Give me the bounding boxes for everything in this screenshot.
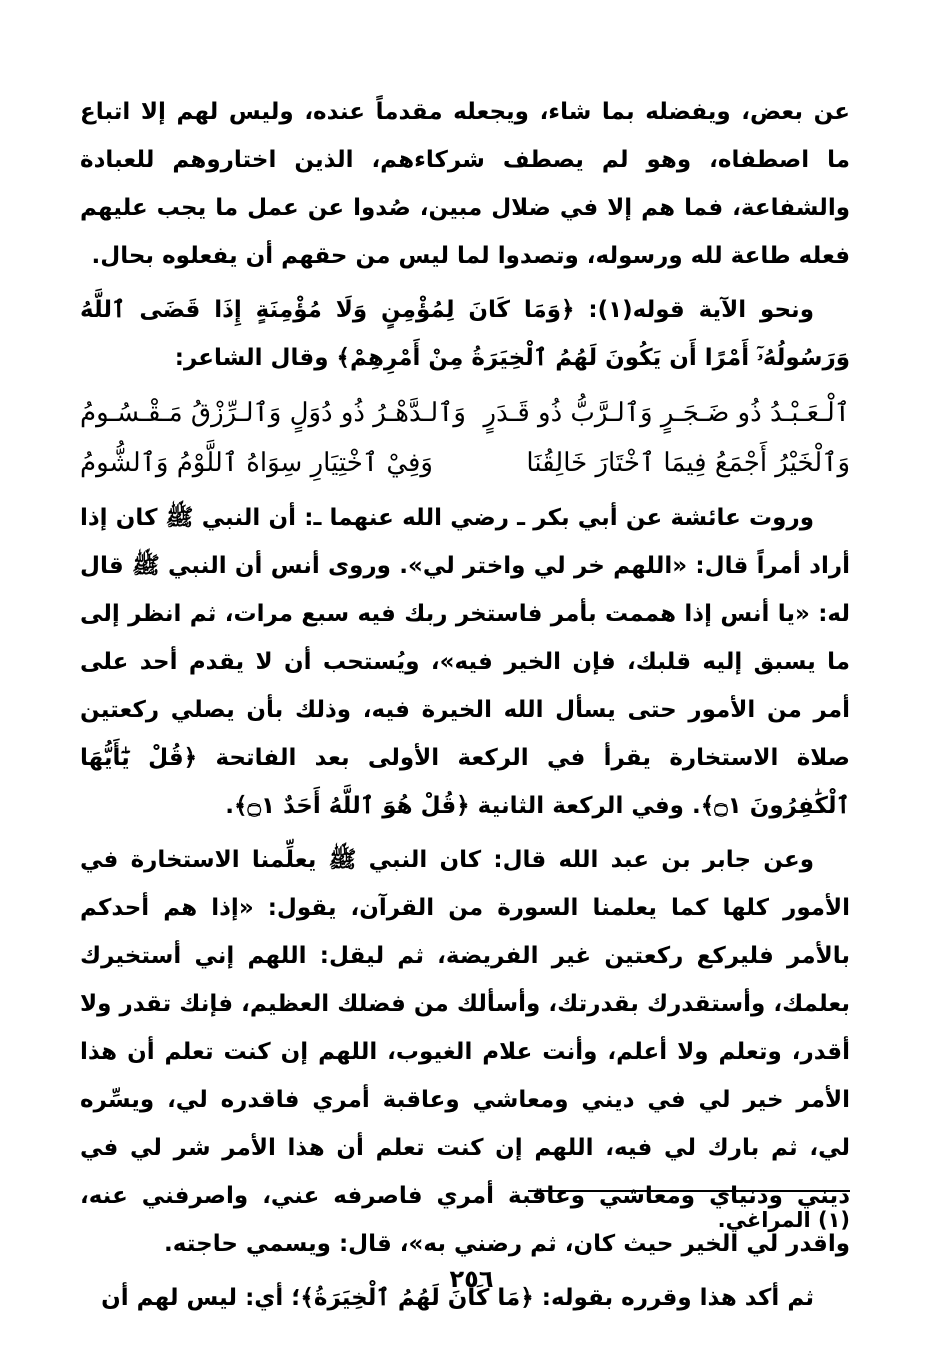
- footnote: (١) المراغي.: [717, 1208, 850, 1232]
- paragraph-5: ثم أكد هذا وقرره بقوله: ﴿مَا كَانَ لَهُمُ ٱلْخِيَرَةُ﴾؛ أي: ليس لهم أن: [101, 1285, 814, 1311]
- paragraph-2: ونحو الآية قوله(١): ﴿وَمَا كَانَ لِمُؤْمِنٍ وَلَا مُؤْمِنَةٍ إِذَا قَضَى ٱللَّهُ وَرَسُولُهُۥٓ أَمْرًا أَن يَكُونَ لَهُمُ ٱلْخِيَرَةُ مِنْ أَمْرِهِمْ﴾ وقال الشاعر:: [80, 297, 850, 371]
- paragraph-1: عن بعض، ويفضله بما شاء، ويجعله مقدماً عنده، وليس لهم إلا اتباع ما اصطفاه، وهو لم يصطف شركاءهم، الذين اختاروهم للعبادة والشفاعة، فما هم إلا في ضلال مبين، صُدوا عن عمل ما يجب عليهم فعله طاعة لله ورسوله، وتصدوا لما ليس من حقهم أن يفعلوه بحال.: [80, 99, 850, 269]
- paragraph-4: وعن جابر بن عبد الله قال: كان النبي ﷺ يعلِّمنا الاستخارة في الأمور كلها كما يعلمنا السورة من القرآن، يقول: «إذا هم أحدكم بالأمر فليركع ركعتين غير الفريضة، ثم ليقل: اللهم إني أستخيرك بعلمك، وأستقدرك بقدرتك، وأسألك من فضلك العظيم، فإنك تقدر ولا أقدر، وتعلم ولا أعلم، وأنت علام الغيوب، اللهم إن كنت تعلم أن هذا الأمر خير لي في ديني ومعاشي وعاقبة أمري فاقدره لي، ويسِّره لي، ثم بارك لي فيه، اللهم إن كنت تعلم أن هذا الأمر شر لي في ديني ودنياي ومعاشي وعاقبة أمري فاصرفه عني، واصرفني عنه، واقدر لي الخير حيث كان، ثم رضني به»، قال: ويسمي حاجته.: [80, 847, 850, 1257]
- page-body: [80, 88, 850, 1328]
- poem: [80, 388, 850, 488]
- poem-verse-2: [80, 438, 850, 488]
- footnote-divider: [528, 1190, 850, 1192]
- verse-1-second-hemistich: وَٱلـدَّهْـرُ ذُو دُوَلٍ وَٱلـرِّزْقُ مَـقْـسُـومُ: [80, 398, 466, 428]
- verse-2-first-hemistich: وَٱلْخَيْرُ أَجْمَعُ فِيمَا ٱخْتَارَ خَالِقُنَا: [526, 448, 850, 478]
- verse-1-first-hemistich: ٱلْـعَـبْـدُ ذُو ضَـجَـرٍ وَٱلـرَّبُّ ذُو قَـدَرٍ: [483, 398, 850, 428]
- paragraph-3: وروت عائشة عن أبي بكر ـ رضي الله عنهما ـ: أن النبي ﷺ كان إذا أراد أمراً قال: «اللهم خر لي واختر لي». وروى أنس أن النبي ﷺ قال له: «يا أنس إذا هممت بأمر فاستخر ربك فيه سبع مرات، ثم انظر إلى ما يسبق إليه قلبك، فإن الخير فيه»، ويُستحب أن لا يقدم أحد على أمر من الأمور حتى يسأل الله الخيرة فيه، وذلك بأن يصلي ركعتين صلاة الاستخارة يقرأ في الركعة الأولى بعد الفاتحة ﴿قُلْ يَٰٓأَيُّهَا ٱلْكَٰفِرُونَ ۝١﴾. وفي الركعة الثانية ﴿قُلْ هُوَ ٱللَّهُ أَحَدٌ ۝١﴾.: [80, 505, 850, 819]
- verse-2-second-hemistich: وَفِيْ ٱخْتِيَارِ سِوَاهُ ٱللَّوْمُ وَٱلشُّومُ: [80, 448, 433, 478]
- poem-verse-1: [80, 388, 850, 438]
- page-number: ٢٥٦: [449, 1265, 494, 1293]
